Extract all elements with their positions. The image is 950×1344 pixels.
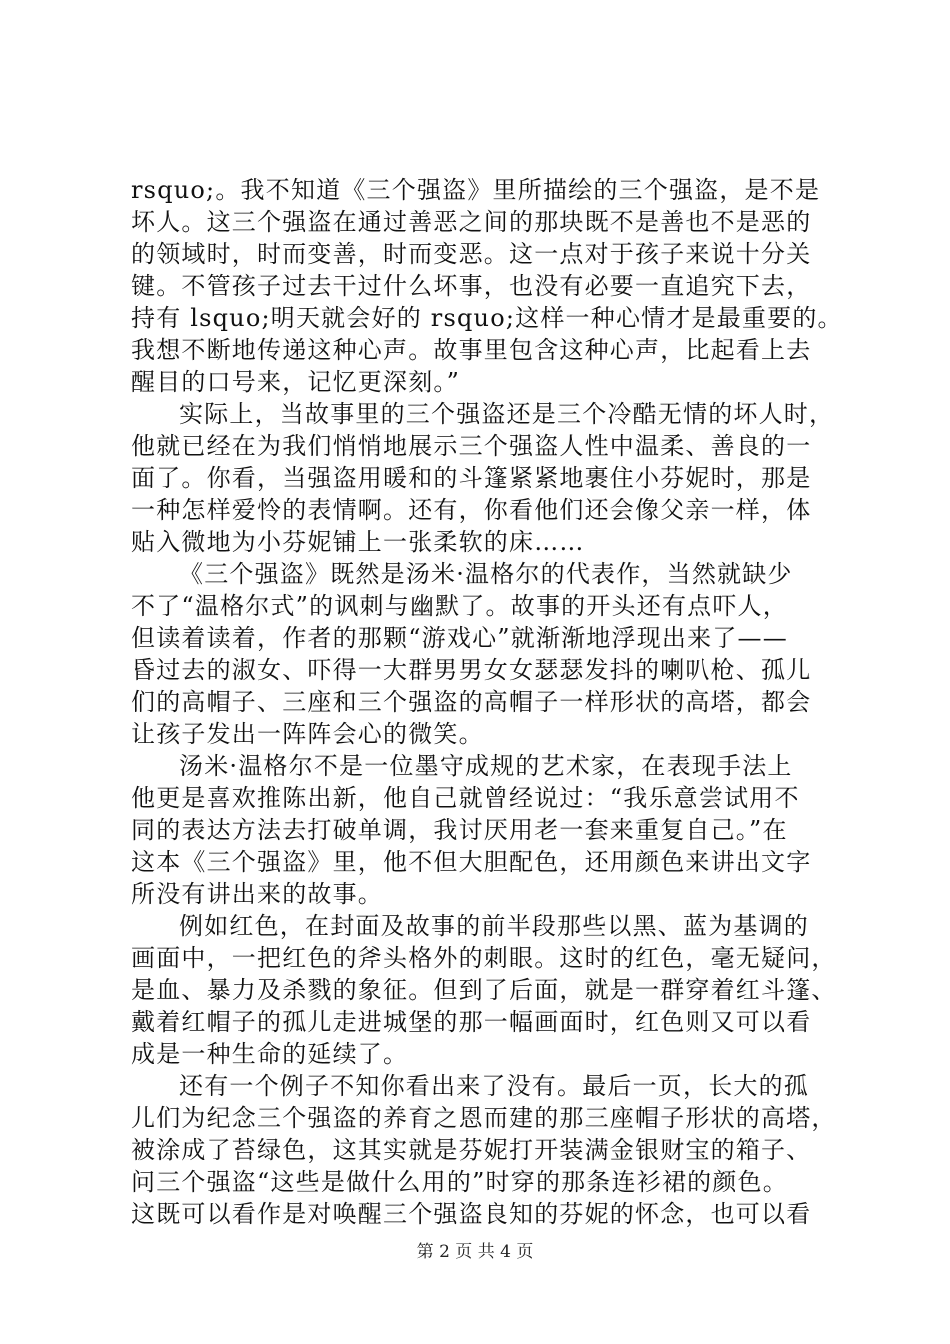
text-line: 儿们为纪念三个强盗的养育之恩而建的那三座帽子形状的高塔， (131, 1104, 837, 1132)
text-line: 这本《三个强盗》里，他不但大胆配色，还用颜色来讲出文字 (131, 848, 812, 876)
text-line: 贴入微地为小芬妮铺上一张柔软的床…… (131, 528, 585, 556)
text-line: 画面中，一把红色的斧头格外的刺眼。这时的红色，毫无疑问， (131, 944, 837, 972)
text-line: 一种怎样爱怜的表情啊。还有，你看他们还会像父亲一样，体 (131, 496, 812, 524)
paragraph-start-line: 例如红色，在封面及故事的前半段那些以黑、蓝为基调的 (179, 912, 809, 940)
text-line: 我想不断地传递这种心声。故事里包含这种心声，比起看上去 (131, 336, 812, 364)
paragraph-start-line: 还有一个例子不知你看出来了没有。最后一页，长大的孤 (179, 1072, 809, 1100)
text-line: 昏过去的淑女、吓得一大群男男女女瑟瑟发抖的喇叭枪、孤儿 (131, 656, 812, 684)
paragraph-start-line: 汤米·温格尔不是一位墨守成规的艺术家，在表现手法上 (179, 752, 793, 780)
page-footer: 第 2 页 共 4 页 (416, 1242, 534, 1262)
text-line: 面了。你看，当强盗用暖和的斗篷紧紧地裹住小芬妮时，那是 (131, 464, 812, 492)
text-line: 戴着红帽子的孤儿走进城堡的那一幅画面时，红色则又可以看 (131, 1008, 812, 1036)
text-line: 这既可以看作是对唤醒三个强盗良知的芬妮的怀念，也可以看 (131, 1200, 812, 1228)
text-line: 键。不管孩子过去干过什么坏事，也没有必要一直追究下去， (131, 272, 812, 300)
text-line: 但读着读着，作者的那颗“游戏心”就渐渐地浮现出来了—— (131, 624, 788, 652)
text-line: 成是一种生命的延续了。 (131, 1040, 409, 1068)
text-line: 同的表达方法去打破单调，我讨厌用老一套来重复自己。”在 (131, 816, 788, 844)
document-body (131, 174, 843, 1230)
text-line: 持有 lsquo;明天就会好的 rsquo;这样一种心情才是最重要的。 (131, 304, 843, 332)
text-line: 坏人。这三个强盗在通过善恶之间的那块既不是善也不是恶的 (131, 208, 812, 236)
text-line: 是血、暴力及杀戮的象征。但到了后面，就是一群穿着红斗篷、 (131, 976, 837, 1004)
text-line: 醒目的口号来，记忆更深刻。” (131, 368, 461, 396)
text-line: rsquo;。我不知道《三个强盗》里所描绘的三个强盗，是不是 (131, 176, 821, 204)
text-line: 问三个强盗“这些是做什么用的”时穿的那条连衫裙的颜色。 (131, 1168, 788, 1196)
paragraph-start-line: 实际上，当故事里的三个强盗还是三个冷酷无情的坏人时， (179, 400, 835, 428)
text-line: 他就已经在为我们悄悄地展示三个强盗人性中温柔、善良的一 (131, 432, 812, 460)
text-line: 们的高帽子、三座和三个强盗的高帽子一样形状的高塔，都会 (131, 688, 812, 716)
paragraph-start-line: 《三个强盗》既然是汤米·温格尔的代表作，当然就缺少 (179, 560, 793, 588)
text-line: 不了“温格尔式”的讽刺与幽默了。故事的开头还有点吓人， (131, 592, 788, 620)
text-line: 被涂成了苔绿色，这其实就是芬妮打开装满金银财宝的箱子、 (131, 1136, 812, 1164)
text-line: 所没有讲出来的故事。 (131, 880, 383, 908)
text-line: 的领域时，时而变善，时而变恶。这一点对于孩子来说十分关 (131, 240, 812, 268)
text-line: 让孩子发出一阵阵会心的微笑。 (131, 720, 484, 748)
text-line: 他更是喜欢推陈出新，他自己就曾经说过：“我乐意尝试用不 (131, 784, 800, 812)
